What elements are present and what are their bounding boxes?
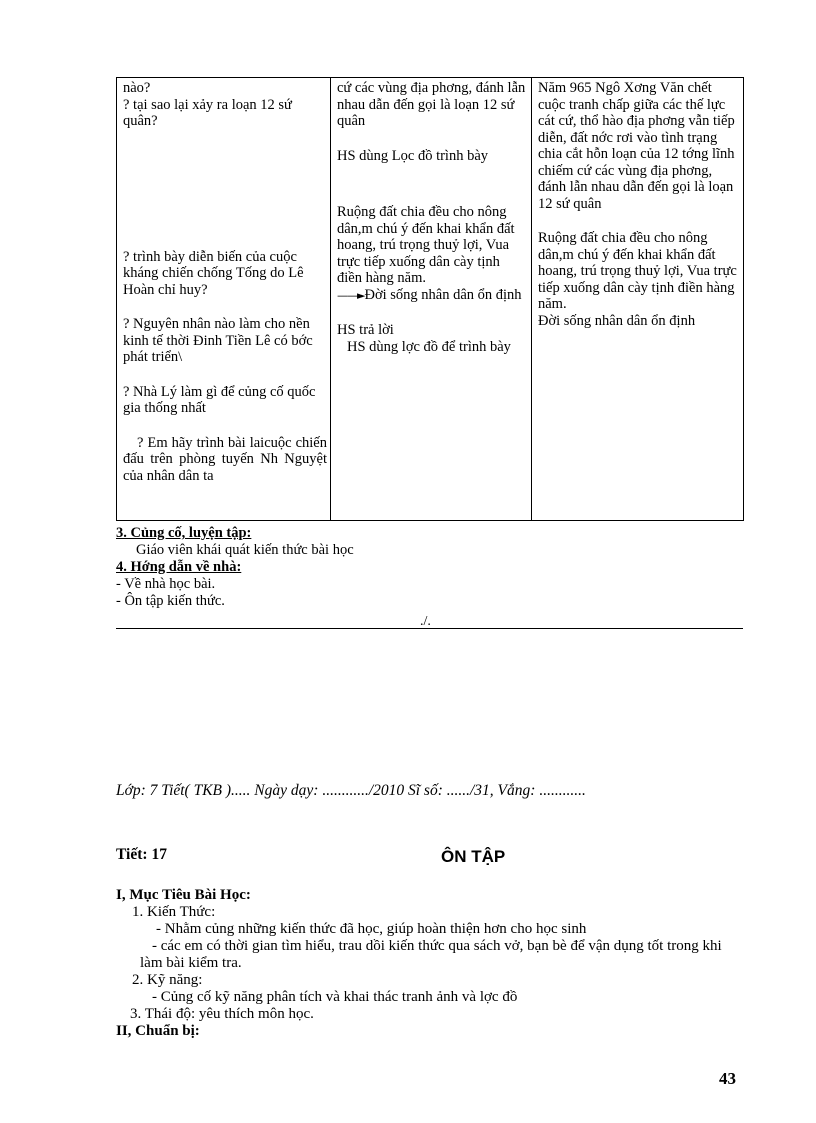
preparation-heading: II, Chuẩn bị: [116, 1023, 200, 1039]
activity-text: HS dùng Lọc đồ trình bày [337, 147, 489, 164]
content-text: Đời sống nhân dân ổn định [538, 312, 696, 329]
objectives-heading: I, Mục Tiêu Bài Học: [116, 887, 251, 903]
knowledge-item: - các em có thời gian tìm hiểu, trau dồi kiến thức qua sách vở, bạn bè để vận dụng tốt trong khi làm bài kiểm tra. [140, 938, 722, 971]
consolidation-text: Giáo viên khái quát kiến thức bài học [136, 542, 354, 558]
question-text: ? Em hãy trình bài laicuộc chiến đấu trên phòng tuyến Nh Nguyệt của nhân dân ta [123, 434, 327, 484]
homework-item: - Về nhà học bài. [116, 576, 216, 592]
content-text: Ruộng đất chia đều cho nông dân,m chú ý đến khai khẩn đất hoang, trú trọng thuỷ lợi, Vua trực tiếp xuống dân cày tịnh điền hàng năm. [538, 230, 737, 312]
student-activities-cell [331, 78, 532, 521]
content-text: Năm 965 Ngô Xơng Văn chết cuộc tranh chấp giữa các thế lực cát cứ, thổ hào địa phơng vẫn tiếp diễn, đất nớc rơi vào tình trạng chia cắt hỗn loạn của 12 tớng lĩnh chiếm cứ các vùng địa phơng, đánh lẫn nhau dẫn đến gọi là loạn 12 sứ quân [538, 80, 735, 212]
activity-text: Ruộng đất chia đều cho nông dân,m chú ý đến khai khẩn đất hoang, trú trọng thuỷ lợi, Vua trực tiếp xuống dân cày tịnh điền hàng năm. [337, 204, 515, 286]
skills-item: - Củng cố kỹ năng phân tích và khai thác tranh ảnh và lợc đồ [152, 989, 518, 1005]
question-text: ? tại sao lại xảy ra loạn 12 sứ quân? [123, 96, 292, 129]
arrow-icon: ——► [337, 288, 365, 302]
homework-item: - Ôn tập kiến thức. [116, 593, 225, 609]
objectives-section [116, 887, 756, 1040]
after-table-section [116, 525, 743, 610]
activity-text: HS trả lời [337, 322, 394, 338]
activity-text: HS dùng lợc đồ để trình bày [347, 338, 511, 355]
table-row [117, 78, 744, 521]
period-label: Tiết: 17 [116, 846, 167, 863]
consolidation-heading: 3. Củng cố, luyện tập: [116, 525, 252, 541]
activity-text: Đời sống nhân dân ổn định [364, 286, 522, 303]
question-text: ? Nhà Lý làm gì để củng cố quốc gia thống nhất [123, 383, 316, 416]
teacher-questions-cell [117, 78, 331, 521]
end-mark: ./. [420, 614, 431, 629]
question-text: ? trình bày diễn biến của cuộc kháng chiến chống Tống do Lê Hoàn chỉ huy? [123, 248, 304, 298]
homework-heading: 4. Hớng dẫn về nhà: [116, 559, 242, 575]
activity-text [337, 287, 528, 305]
knowledge-label: 1. Kiến Thức: [132, 904, 216, 920]
lesson-title: ÔN TẬP [441, 847, 506, 866]
lesson-table [116, 77, 744, 521]
divider-line [116, 628, 743, 629]
activity-text: cứ các vùng địa phơng, đánh lẫn nhau dẫn đến gọi là loạn 12 sứ quân [337, 80, 526, 129]
knowledge-item: - Nhằm củng những kiến thức đã học, giúp hoàn thiện hơn cho học sinh [156, 921, 587, 937]
question-text: nào? [123, 80, 151, 96]
page-number: 43 [719, 1069, 736, 1088]
attitude-item: 3. Thái độ: yêu thích môn học. [130, 1006, 314, 1022]
skills-label: 2. Kỹ năng: [132, 972, 203, 988]
content-cell [532, 78, 744, 521]
class-info-line: Lớp: 7 Tiết( TKB )..... Ngày dạy: ............/2010 Sĩ số: ....../31, Vắng: ............ [116, 782, 586, 799]
question-text: ? Nguyên nhân nào làm cho nền kinh tế thời Đinh Tiền Lê có bớc phát triển\ [123, 316, 313, 365]
